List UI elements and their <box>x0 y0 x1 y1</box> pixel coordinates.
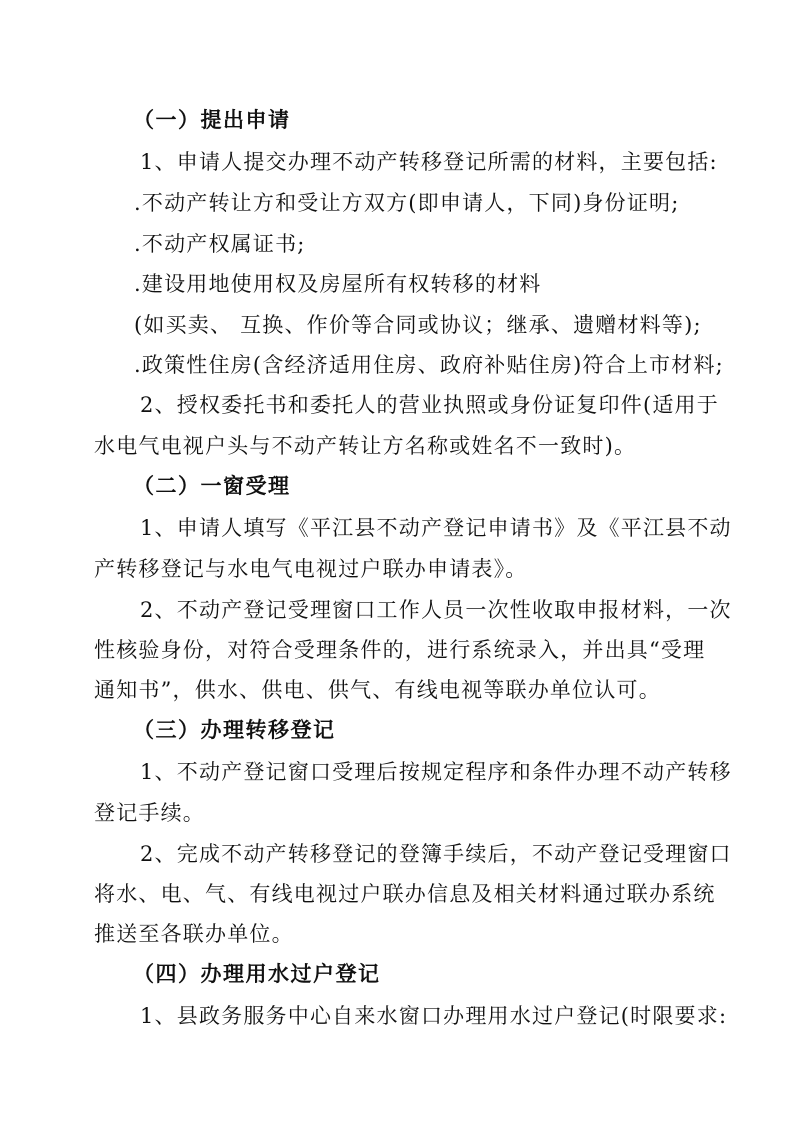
paragraph-line: 推送至各联办单位。 <box>94 922 294 946</box>
paragraph-line: .建设用地使用权及房屋所有权转移的材料 <box>134 272 542 296</box>
paragraph-line: 通知书”，供水、供电、供气、有线电视等联办单位认可。 <box>94 678 661 702</box>
section-heading-3: （三）办理转移登记 <box>133 718 336 742</box>
paragraph-line: 1、不动产登记窗口受理后按规定程序和条件办理不动产转移 <box>140 760 732 784</box>
paragraph-line: 1、申请人提交办理不动产转移登记所需的材料，主要包括: <box>140 150 718 174</box>
paragraph-line: 1、申请人填写《平江县不动产登记申请书》及《平江县不动 <box>140 516 732 540</box>
paragraph-line: .政策性住房(含经济适用住房、政府补贴住房)符合上市材料; <box>134 353 724 377</box>
paragraph-line: (如买卖、 互换、作价等合同或协议；继承、遗赠材料等); <box>134 313 702 337</box>
paragraph-line: .不动产转让方和受让方双方(即申请人，下同)身份证明; <box>134 191 680 215</box>
paragraph-line: 水电气电视户头与不动产转让方名称或姓名不一致时)。 <box>94 434 637 458</box>
paragraph-line: 将水、电、气、有线电视过户联办信息及相关材料通过联办系统 <box>94 882 716 906</box>
section-heading-1: （一）提出申请 <box>133 108 291 132</box>
paragraph-line: 2、授权委托书和委托人的营业执照或身份证复印件(适用于 <box>140 393 719 417</box>
paragraph-line: 2、完成不动产转移登记的登簿手续后，不动产登记受理窗口 <box>140 842 732 866</box>
paragraph-line: 1、县政务服务中心自来水窗口办理用水过户登记(时限要求: <box>140 1004 728 1028</box>
section-heading-4: （四）办理用水过户登记 <box>133 962 381 986</box>
paragraph-line: 2、不动产登记受理窗口工作人员一次性收取申报材料，一次 <box>140 598 732 622</box>
section-heading-2: （二）一窗受理 <box>133 474 291 498</box>
paragraph-line: 性核验身份，对符合受理条件的，进行系统录入，并出具“受理 <box>94 638 706 662</box>
paragraph-line: .不动产权属证书; <box>134 232 306 256</box>
paragraph-line: 产转移登记与水电气电视过户联办申请表》。 <box>94 557 528 581</box>
paragraph-line: 登记手续。 <box>94 801 205 825</box>
